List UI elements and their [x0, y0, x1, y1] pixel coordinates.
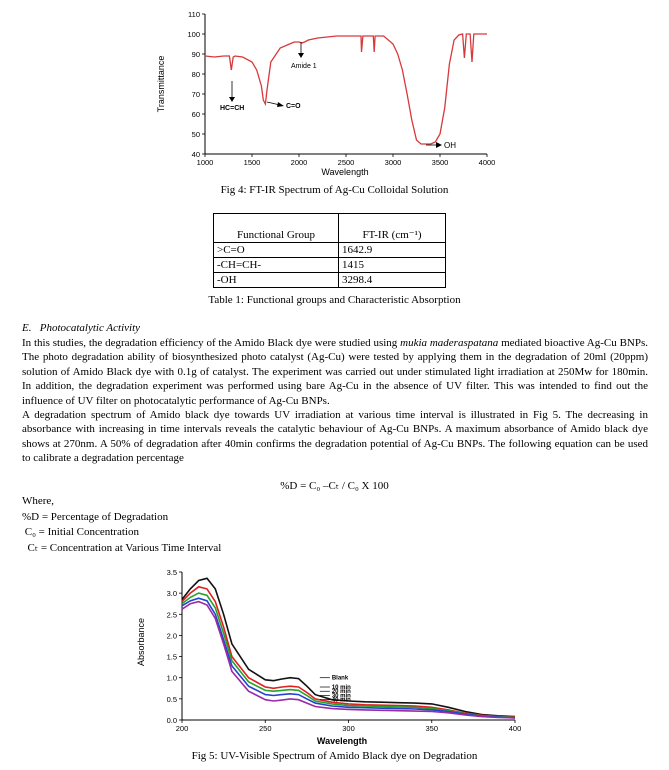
- figure4-caption: Fig 4: FT-IR Spectrum of Ag-Cu Colloidal Solution: [220, 184, 449, 196]
- ftir-x-tick-label: 1500: [243, 158, 261, 167]
- ftir-x-tick-label: 2500: [337, 158, 355, 167]
- table-row: [214, 243, 446, 258]
- definition-d: %D = Percentage of Degradation: [22, 510, 169, 523]
- species-name: mukia maderaspatana: [400, 337, 499, 349]
- ftir-chart: [150, 6, 510, 181]
- uvvis-y-tick-label: 1.0: [166, 673, 177, 683]
- table-cell: >C=O: [214, 243, 339, 258]
- ftir-y-tick-label: 110: [188, 10, 200, 19]
- legend-label: 30 min: [331, 693, 351, 700]
- uvvis-x-tick-label: 400: [508, 724, 522, 733]
- ftir-y-tick-label: 80: [191, 70, 200, 79]
- uvvis-x-tick-label: 350: [425, 724, 439, 733]
- definition-c0: C₀ = Initial Concentration: [22, 526, 139, 538]
- ftir-y-tick-label: 40: [191, 150, 200, 159]
- uvvis-y-tick-label: 2.0: [166, 631, 177, 641]
- hc-annotation: HC=CH: [220, 105, 245, 112]
- table-row: [214, 258, 446, 273]
- table-header-group: Functional Group: [214, 214, 339, 243]
- ftir-ylabel: Transmittance: [156, 55, 166, 113]
- uvvis-y-tick-label: 3.0: [166, 589, 177, 599]
- table1-caption: Table 1: Functional groups and Characteristic Absorption: [208, 294, 461, 306]
- table-cell: 1642.9: [339, 243, 446, 258]
- oh-arrow-head: [436, 142, 442, 148]
- table-cell: -OH: [214, 273, 339, 288]
- co-annotation: C=O: [286, 103, 301, 110]
- table-header-ftir: FT-IR (cm⁻¹): [339, 214, 446, 243]
- ftir-x-tick-label: 1000: [196, 158, 214, 167]
- amide-annotation: Amide 1: [291, 63, 317, 70]
- ftir-y-tick-label: 90: [191, 50, 200, 59]
- body-text: [22, 336, 648, 466]
- oh-annotation: OH: [444, 141, 456, 150]
- table-cell: 1415: [339, 258, 446, 273]
- ftir-table: [213, 213, 446, 288]
- uvvis-x-tick-label: 200: [175, 724, 189, 733]
- ftir-x-tick-label: 2000: [290, 158, 308, 167]
- uvvis-y-tick-label: 0.0: [166, 716, 177, 725]
- uvvis-chart: [130, 560, 530, 748]
- table-cell: 3298.4: [339, 273, 446, 288]
- ftir-spectrum-line: [205, 34, 487, 144]
- ftir-x-tick-label: 4000: [478, 158, 496, 167]
- definitions: [22, 494, 221, 556]
- hc-arrow-head: [229, 97, 235, 102]
- ftir-y-tick-label: 50: [191, 130, 200, 139]
- uvvis-y-tick-label: 1.5: [166, 652, 177, 662]
- ftir-y-tick-label: 70: [191, 90, 200, 99]
- uvvis-y-tick-label: 0.5: [166, 694, 177, 704]
- legend-label: 10 min: [331, 685, 351, 692]
- uvvis-y-tick-label: 2.5: [166, 610, 177, 620]
- ftir-x-tick-label: 3000: [384, 158, 402, 167]
- ftir-y-tick-label: 100: [187, 30, 200, 39]
- paragraph-2: A degradation spectrum of Amido black dye towards UV irradiation at various time interval is illustrated in Fig 5. The decreasing in absorbance with increasing in time intervals reveals the catalytic behaviour of Ag-Cu BNPs. A maximum absorbance of Amido black dye shows at 270nm. A 50% of degradation after 40min confirms the degradation potential of Ag-Cu BNPs. The following equation can be used to calibrate a degradation percentage: [22, 409, 648, 465]
- legend-label: Blank: [331, 675, 349, 682]
- uvvis-xlabel: Wavelength: [316, 736, 368, 746]
- figure5-caption: Fig 5: UV-Visible Spectrum of Amido Black dye on Degradation: [191, 750, 478, 762]
- degradation-equation: %D = C₀ –Cₜ / C₀ X 100: [280, 480, 389, 492]
- ftir-y-tick-label: 60: [191, 110, 200, 119]
- ftir-xlabel: Wavelength: [321, 167, 369, 177]
- uvvis-legend: [320, 676, 351, 704]
- legend-label: 20 min: [331, 689, 351, 696]
- legend-label: 40 min: [331, 697, 351, 704]
- uvvis-x-tick-label: 250: [258, 724, 272, 733]
- table-row: [214, 273, 446, 288]
- table-cell: -CH=CH-: [214, 258, 339, 273]
- uvvis-y-tick-label: 3.5: [166, 568, 177, 577]
- uvvis-ylabel: Absorbance: [136, 617, 146, 667]
- uvvis-axes: [167, 568, 522, 733]
- uvvis-x-tick-label: 300: [342, 724, 355, 733]
- paragraph-1: In this studies, the degradation efficiency of the Amido Black dye were studied using mukia maderaspatana mediated bioactive Ag-Cu BNPs. The photo degradation ability of biosynthesized photo catalyst (Ag-Cu) were tested by applying them in the degradation of 20ml (20ppm) solution of Amido Black dye with 0.1g of catalyst. The experiment was carried out under stimulated light irradiation at 250Mw for 180min. In addition, the degradation experiment was performed using bare Ag-Cu in the absence of UV filter. This was intended to find out the influence of UV filter on photocatalytic performance of Ag-Cu BNPs.: [22, 337, 648, 407]
- co-arrow-head: [277, 102, 284, 107]
- ftir-x-tick-label: 3500: [431, 158, 449, 167]
- definition-ct: Cₜ = Concentration at Various Time Interval: [22, 541, 222, 554]
- where-label: Where,: [22, 495, 55, 507]
- section-heading: E. Photocatalytic Activity: [22, 322, 141, 334]
- amide-arrow-head: [298, 53, 304, 58]
